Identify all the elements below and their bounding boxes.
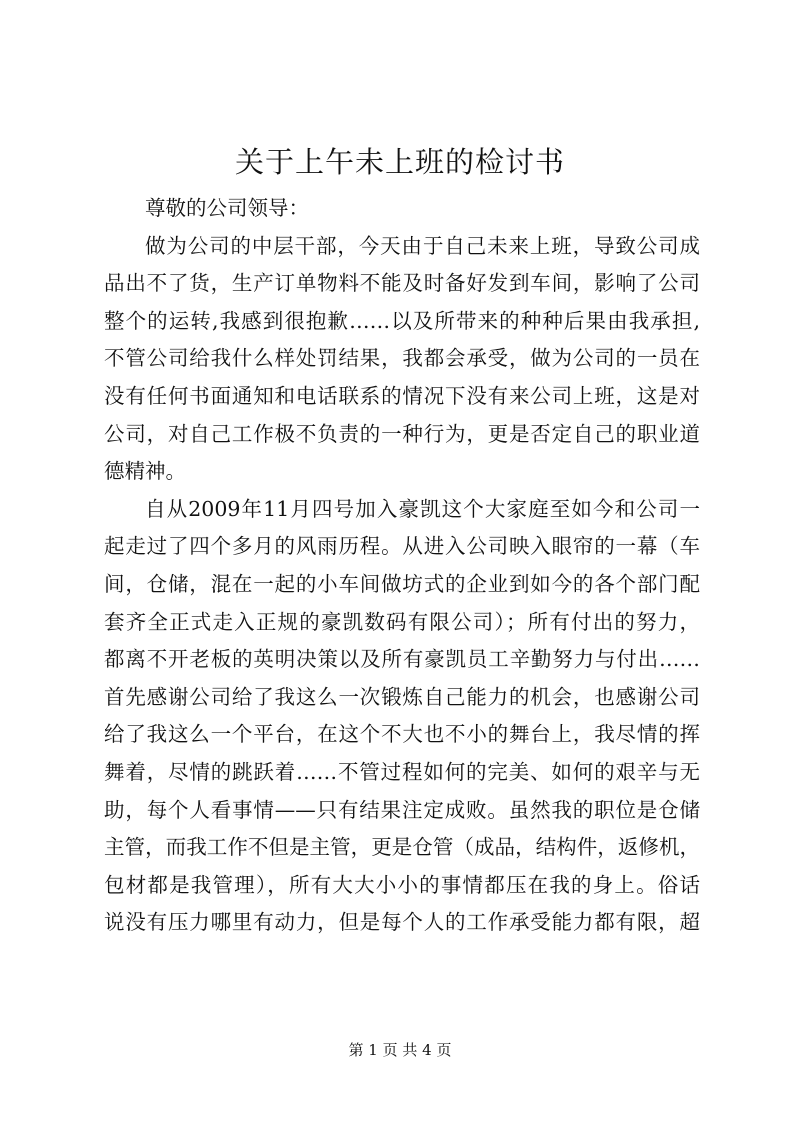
paragraph-line: 套齐全正式走入正规的豪凯数码有限公司）；所有付出的努力， [104, 609, 700, 634]
paragraph-line: 公司，对自己工作极不负责的一种行为，更是否定自己的职业道 [104, 421, 700, 446]
paragraph-line: 首先感谢公司给了我这么一次锻炼自己能力的机会，也感谢公司 [104, 684, 700, 709]
paragraph-line: 没有任何书面通知和电话联系的情况下没有来公司上班，这是对 [104, 383, 700, 408]
paragraph-line: 主管，而我工作不但是主管，更是仓管（成品，结构件，返修机， [104, 835, 700, 860]
paragraph-2 [104, 491, 700, 942]
paragraph-line: 舞着，尽情的跳跃着……不管过程如何的完美、如何的艰辛与无 [104, 759, 700, 784]
document-body [104, 190, 700, 942]
document-title: 关于上午未上班的检讨书 [234, 145, 565, 179]
paragraph-line: 做为公司的中层干部，今天由于自己未来上班，导致公司成 [145, 233, 700, 258]
page-number-footer: 第 1 页 共 4 页 [348, 1041, 452, 1059]
paragraph-line: 起走过了四个多月的风雨历程。从进入公司映入眼帘的一幕（车 [104, 534, 700, 559]
paragraph-line: 间，仓储，混在一起的小车间做坊式的企业到如今的各个部门配 [104, 571, 700, 596]
paragraph-line: 自从2009年11月四号加入豪凯这个大家庭至如今和公司一 [145, 496, 700, 521]
paragraph-line: 品出不了货，生产订单物料不能及时备好发到车间，影响了公司 [104, 271, 700, 296]
paragraph-line: 都离不开老板的英明决策以及所有豪凯员工辛勤努力与付出…… [104, 647, 700, 672]
paragraph-line: 整个的运转,我感到很抱歉……以及所带来的种种后果由我承担, [104, 308, 700, 333]
paragraph-line: 说没有压力哪里有动力，但是每个人的工作承受能力都有限，超 [104, 910, 700, 935]
paragraph-line: 给了我这么一个平台，在这个不大也不小的舞台上，我尽情的挥 [104, 722, 700, 747]
paragraph-line: 不管公司给我什么样处罚结果，我都会承受，做为公司的一员在 [104, 346, 700, 371]
paragraph-1 [104, 228, 700, 491]
paragraph-line: 助，每个人看事情——只有结果注定成败。虽然我的职位是仓储 [104, 797, 700, 822]
paragraph-line: 包材都是我管理），所有大大小小的事情都压在我的身上。俗话 [104, 872, 700, 897]
salutation: 尊敬的公司领导： [145, 196, 309, 220]
paragraph-line: 德精神。 [104, 459, 186, 484]
